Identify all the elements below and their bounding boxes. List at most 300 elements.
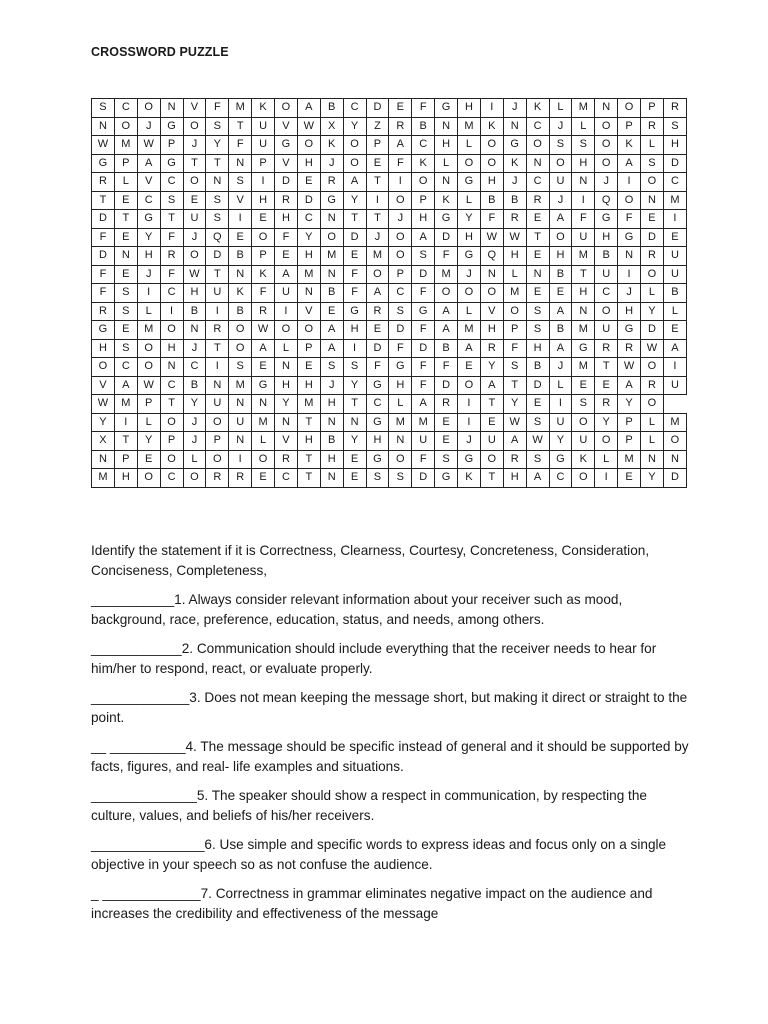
- grid-cell: H: [366, 432, 389, 451]
- grid-cell: S: [206, 210, 229, 229]
- instructions-text: Identify the statement if it is Correctness, Clearness, Courtesy, Concreteness, Consideration, Conciseness, Completeness,: [91, 543, 650, 578]
- grid-cell: L: [114, 173, 137, 192]
- grid-cell: M: [297, 395, 320, 414]
- grid-cell: O: [435, 284, 458, 303]
- grid-cell: T: [343, 395, 366, 414]
- grid-cell: H: [458, 99, 481, 118]
- grid-cell: H: [137, 247, 160, 266]
- grid-cell: P: [114, 450, 137, 469]
- grid-cell: I: [252, 173, 275, 192]
- grid-cell: T: [366, 173, 389, 192]
- grid-cell: W: [183, 265, 206, 284]
- grid-cell: N: [160, 99, 183, 118]
- grid-cell: O: [595, 136, 618, 155]
- grid-cell: O: [389, 191, 412, 210]
- grid-cell: L: [137, 413, 160, 432]
- grid-cell: P: [252, 154, 275, 173]
- grid-cell: O: [595, 117, 618, 136]
- grid-cell: S: [343, 358, 366, 377]
- grid-cell: E: [114, 191, 137, 210]
- grid-cell: P: [389, 265, 412, 284]
- grid-cell: O: [480, 284, 503, 303]
- grid-cell: M: [137, 321, 160, 340]
- grid-cell: L: [435, 154, 458, 173]
- grid-cell: O: [137, 358, 160, 377]
- grid-cell: E: [114, 228, 137, 247]
- grid-cell: O: [389, 450, 412, 469]
- grid-cell: O: [389, 247, 412, 266]
- grid-cell: X: [320, 117, 343, 136]
- grid-cell: N: [435, 173, 458, 192]
- grid-cell: O: [458, 154, 481, 173]
- grid-cell: N: [183, 321, 206, 340]
- grid-cell: H: [503, 469, 526, 488]
- grid-cell: S: [366, 469, 389, 488]
- grid-cell: V: [275, 154, 298, 173]
- grid-cell: W: [618, 358, 641, 377]
- grid-cell: A: [297, 99, 320, 118]
- grid-cell: C: [275, 469, 298, 488]
- grid-cell: O: [297, 136, 320, 155]
- grid-cell: D: [641, 321, 664, 340]
- grid-row: [92, 284, 687, 303]
- question-item-3: _____________3. Does not mean keeping the message short, but making it direct or straight to the point.: [91, 690, 688, 725]
- grid-cell: J: [458, 265, 481, 284]
- grid-cell: M: [572, 358, 595, 377]
- grid-row: [92, 154, 687, 173]
- grid-cell: F: [229, 136, 252, 155]
- grid-cell: O: [275, 99, 298, 118]
- grid-cell: I: [343, 339, 366, 358]
- grid-cell: K: [435, 191, 458, 210]
- grid-cell: R: [92, 302, 115, 321]
- grid-cell: B: [320, 99, 343, 118]
- grid-cell: N: [480, 265, 503, 284]
- grid-row: [92, 136, 687, 155]
- grid-cell: A: [412, 228, 435, 247]
- grid-cell: L: [458, 136, 481, 155]
- grid-cell: N: [252, 395, 275, 414]
- grid-cell: F: [412, 99, 435, 118]
- grid-cell: J: [183, 413, 206, 432]
- grid-cell: U: [663, 247, 686, 266]
- grid-cell: T: [526, 228, 549, 247]
- grid-cell: Z: [366, 117, 389, 136]
- grid-cell: E: [343, 450, 366, 469]
- grid-cell: G: [458, 247, 481, 266]
- grid-cell: J: [595, 173, 618, 192]
- grid-cell: R: [389, 117, 412, 136]
- grid-cell: S: [206, 117, 229, 136]
- grid-cell: M: [297, 265, 320, 284]
- grid-cell: I: [229, 450, 252, 469]
- grid-cell: P: [252, 247, 275, 266]
- grid-cell: I: [618, 265, 641, 284]
- grid-cell: S: [320, 358, 343, 377]
- grid-cell: N: [572, 173, 595, 192]
- grid-cell: K: [572, 450, 595, 469]
- grid-cell: L: [641, 136, 664, 155]
- grid-cell: O: [618, 99, 641, 118]
- question-item-6: _______________6. Use simple and specific words to express ideas and focus only on a single objective in your speech so as not confuse the audience.: [91, 837, 667, 872]
- grid-cell: S: [503, 358, 526, 377]
- grid-row: [92, 210, 687, 229]
- grid-cell: U: [252, 136, 275, 155]
- grid-cell: D: [366, 339, 389, 358]
- grid-cell: H: [275, 376, 298, 395]
- grid-cell: N: [595, 99, 618, 118]
- grid-cell: S: [526, 450, 549, 469]
- grid-cell: U: [206, 284, 229, 303]
- grid-cell: M: [458, 321, 481, 340]
- grid-cell: G: [275, 136, 298, 155]
- grid-cell: W: [92, 395, 115, 414]
- grid-cell: G: [160, 117, 183, 136]
- grid-cell: L: [458, 302, 481, 321]
- grid-cell: R: [206, 469, 229, 488]
- grid-cell: A: [252, 339, 275, 358]
- grid-cell: J: [503, 99, 526, 118]
- grid-row: [92, 99, 687, 118]
- grid-cell: C: [183, 358, 206, 377]
- grid-cell: U: [412, 432, 435, 451]
- grid-cell: O: [641, 173, 664, 192]
- grid-cell: Y: [343, 376, 366, 395]
- grid-cell: C: [160, 469, 183, 488]
- grid-cell: V: [92, 376, 115, 395]
- grid-cell: D: [366, 99, 389, 118]
- grid-cell: M: [114, 136, 137, 155]
- grid-cell: L: [183, 450, 206, 469]
- grid-cell: F: [412, 450, 435, 469]
- grid-cell: Y: [137, 228, 160, 247]
- grid-cell: F: [343, 284, 366, 303]
- grid-cell: J: [389, 210, 412, 229]
- grid-cell: D: [663, 469, 686, 488]
- grid-cell: G: [435, 99, 458, 118]
- grid-cell: N: [92, 450, 115, 469]
- grid-cell: T: [160, 395, 183, 414]
- grid-cell: M: [572, 247, 595, 266]
- grid-cell: M: [503, 284, 526, 303]
- grid-cell: B: [663, 284, 686, 303]
- grid-cell: T: [297, 469, 320, 488]
- question-item-5: ______________5. The speaker should show a respect in communication, by respecting the culture, values, and beliefs of his/her receivers.: [91, 788, 647, 823]
- grid-cell: N: [229, 265, 252, 284]
- grid-cell: A: [663, 339, 686, 358]
- grid-cell: H: [275, 210, 298, 229]
- grid-cell: Q: [480, 247, 503, 266]
- grid-cell: M: [435, 265, 458, 284]
- grid-cell: K: [618, 136, 641, 155]
- grid-cell: T: [297, 413, 320, 432]
- grid-cell: E: [458, 358, 481, 377]
- grid-cell: G: [366, 376, 389, 395]
- grid-cell: Y: [503, 395, 526, 414]
- grid-cell: H: [297, 154, 320, 173]
- grid-cell: P: [206, 432, 229, 451]
- grid-cell: O: [183, 247, 206, 266]
- grid-cell: T: [595, 358, 618, 377]
- grid-cell: F: [618, 210, 641, 229]
- grid-cell: R: [618, 339, 641, 358]
- grid-cell: Y: [549, 432, 572, 451]
- grid-cell: O: [595, 432, 618, 451]
- grid-cell: F: [160, 228, 183, 247]
- grid-cell: L: [641, 284, 664, 303]
- grid-cell: C: [595, 284, 618, 303]
- grid-cell: S: [160, 191, 183, 210]
- grid-cell: L: [641, 413, 664, 432]
- grid-cell: N: [206, 173, 229, 192]
- grid-cell: M: [618, 450, 641, 469]
- word-search-grid: [91, 98, 687, 488]
- grid-cell: S: [435, 450, 458, 469]
- grid-cell: J: [549, 191, 572, 210]
- grid-cell: B: [480, 191, 503, 210]
- grid-cell: C: [663, 173, 686, 192]
- grid-cell: R: [275, 191, 298, 210]
- grid-cell: B: [320, 284, 343, 303]
- grid-cell: H: [595, 228, 618, 247]
- grid-cell: A: [320, 321, 343, 340]
- grid-cell: E: [595, 376, 618, 395]
- grid-cell: I: [366, 191, 389, 210]
- grid-cell: L: [275, 339, 298, 358]
- grid-cell: H: [458, 228, 481, 247]
- grid-cell: I: [229, 210, 252, 229]
- grid-cell: O: [503, 302, 526, 321]
- grid-cell: D: [92, 247, 115, 266]
- grid-cell: O: [641, 265, 664, 284]
- grid-cell: R: [595, 339, 618, 358]
- grid-cell: E: [343, 469, 366, 488]
- grid-cell: O: [641, 395, 664, 414]
- grid-cell: L: [137, 302, 160, 321]
- grid-cell: N: [663, 450, 686, 469]
- grid-cell: S: [389, 302, 412, 321]
- grid-cell: O: [595, 154, 618, 173]
- grid-cell: O: [183, 117, 206, 136]
- grid-cell: I: [389, 173, 412, 192]
- grid-cell: S: [526, 302, 549, 321]
- question-item-7: _ _____________7. Correctness in grammar eliminates negative impact on the audience and increases the credibility and effectiveness of the message: [91, 886, 653, 921]
- grid-cell: P: [618, 432, 641, 451]
- grid-cell: N: [275, 413, 298, 432]
- grid-cell: T: [297, 450, 320, 469]
- grid-cell: U: [663, 376, 686, 395]
- grid-cell: F: [275, 228, 298, 247]
- grid-cell: F: [366, 358, 389, 377]
- grid-cell: E: [320, 302, 343, 321]
- grid-cell: J: [366, 228, 389, 247]
- grid-cell: D: [275, 173, 298, 192]
- grid-cell: T: [114, 210, 137, 229]
- grid-cell: A: [549, 210, 572, 229]
- grid-cell: U: [663, 265, 686, 284]
- grid-cell: A: [435, 321, 458, 340]
- grid-cell: M: [458, 117, 481, 136]
- grid-row: [92, 395, 687, 414]
- grid-cell: O: [206, 450, 229, 469]
- grid-cell: N: [114, 247, 137, 266]
- grid-cell: E: [663, 321, 686, 340]
- grid-cell: C: [297, 210, 320, 229]
- grid-cell: R: [320, 173, 343, 192]
- grid-cell: R: [641, 117, 664, 136]
- grid-cell: U: [572, 432, 595, 451]
- grid-row: [92, 265, 687, 284]
- grid-cell: E: [366, 321, 389, 340]
- grid-cell: R: [641, 376, 664, 395]
- grid-cell: O: [572, 413, 595, 432]
- grid-cell: W: [503, 413, 526, 432]
- grid-cell: H: [320, 395, 343, 414]
- grid-cell: D: [389, 321, 412, 340]
- grid-cell: E: [618, 469, 641, 488]
- grid-cell: O: [229, 339, 252, 358]
- grid-cell: O: [252, 450, 275, 469]
- grid-row: [92, 191, 687, 210]
- grid-cell: L: [663, 302, 686, 321]
- grid-cell: H: [412, 210, 435, 229]
- grid-cell: W: [503, 228, 526, 247]
- grid-cell: E: [252, 469, 275, 488]
- grid-cell: M: [252, 413, 275, 432]
- grid-cell: N: [320, 413, 343, 432]
- grid-cell: R: [160, 247, 183, 266]
- grid-cell: Y: [641, 302, 664, 321]
- grid-cell: H: [572, 154, 595, 173]
- grid-cell: D: [412, 469, 435, 488]
- grid-cell: J: [549, 117, 572, 136]
- grid-cell: L: [641, 432, 664, 451]
- grid-cell: O: [160, 321, 183, 340]
- grid-cell: O: [275, 321, 298, 340]
- grid-cell: Y: [343, 117, 366, 136]
- grid-cell: S: [526, 321, 549, 340]
- grid-cell: D: [641, 228, 664, 247]
- grid-cell: J: [183, 339, 206, 358]
- grid-cell: O: [458, 284, 481, 303]
- grid-cell: V: [137, 173, 160, 192]
- grid-cell: K: [229, 284, 252, 303]
- grid-row: [92, 117, 687, 136]
- grid-cell: Y: [343, 191, 366, 210]
- grid-cell: A: [503, 432, 526, 451]
- grid-cell: P: [297, 339, 320, 358]
- grid-cell: S: [641, 154, 664, 173]
- grid-cell: A: [618, 154, 641, 173]
- grid-cell: B: [549, 321, 572, 340]
- grid-cell: E: [526, 284, 549, 303]
- page-title: CROSSWORD PUZZLE: [91, 45, 229, 59]
- grid-cell: O: [160, 450, 183, 469]
- grid-cell: A: [618, 376, 641, 395]
- grid-cell: P: [641, 99, 664, 118]
- grid-cell: O: [526, 136, 549, 155]
- question-item-1: ___________1. Always consider relevant information about your receiver such as mood, background, race, preference, education, status, and needs, among others.: [91, 592, 623, 627]
- grid-cell: S: [549, 136, 572, 155]
- grid-cell: O: [206, 413, 229, 432]
- grid-cell: O: [343, 136, 366, 155]
- grid-cell: G: [92, 321, 115, 340]
- grid-cell: H: [663, 136, 686, 155]
- grid-cell: G: [366, 413, 389, 432]
- grid-cell: H: [435, 136, 458, 155]
- grid-cell: R: [435, 395, 458, 414]
- grid-cell: Y: [618, 395, 641, 414]
- grid-cell: U: [595, 265, 618, 284]
- grid-cell: M: [320, 247, 343, 266]
- grid-cell: U: [480, 432, 503, 451]
- grid-cell: I: [206, 302, 229, 321]
- grid-cell: I: [618, 173, 641, 192]
- grid-cell: F: [435, 247, 458, 266]
- grid-cell: H: [160, 339, 183, 358]
- grid-cell: P: [503, 321, 526, 340]
- grid-cell: S: [412, 247, 435, 266]
- grid-cell: K: [320, 136, 343, 155]
- grid-cell: T: [480, 395, 503, 414]
- grid-cell: W: [252, 321, 275, 340]
- grid-cell: H: [480, 173, 503, 192]
- grid-cell: U: [206, 395, 229, 414]
- grid-cell: O: [343, 154, 366, 173]
- grid-cell: W: [92, 136, 115, 155]
- grid-cell: K: [252, 99, 275, 118]
- grid-cell: B: [526, 358, 549, 377]
- grid-cell: O: [389, 228, 412, 247]
- grid-cell: E: [549, 284, 572, 303]
- grid-cell: L: [572, 117, 595, 136]
- grid-cell: X: [92, 432, 115, 451]
- grid-cell: P: [618, 117, 641, 136]
- grid-cell: O: [549, 154, 572, 173]
- grid-cell: E: [480, 413, 503, 432]
- grid-cell: O: [480, 450, 503, 469]
- grid-cell: N: [618, 247, 641, 266]
- grid-cell: I: [480, 99, 503, 118]
- grid-cell: U: [549, 413, 572, 432]
- grid-cell: G: [572, 339, 595, 358]
- grid-cell: H: [572, 284, 595, 303]
- grid-cell: E: [435, 432, 458, 451]
- grid-cell: A: [343, 173, 366, 192]
- grid-cell: J: [137, 265, 160, 284]
- grid-cell: L: [549, 376, 572, 395]
- grid-cell: J: [183, 432, 206, 451]
- grid-row: [92, 376, 687, 395]
- grid-cell: I: [137, 284, 160, 303]
- grid-cell: K: [458, 469, 481, 488]
- question-list: [91, 590, 691, 933]
- grid-cell: D: [435, 376, 458, 395]
- grid-cell: H: [114, 469, 137, 488]
- grid-cell: K: [526, 99, 549, 118]
- grid-cell: C: [160, 173, 183, 192]
- grid-cell: T: [343, 210, 366, 229]
- grid-cell: S: [572, 136, 595, 155]
- grid-cell: R: [366, 302, 389, 321]
- grid-cell: G: [320, 191, 343, 210]
- grid-cell: Y: [343, 432, 366, 451]
- grid-cell: N: [320, 265, 343, 284]
- grid-cell: C: [389, 284, 412, 303]
- grid-cell: N: [526, 154, 549, 173]
- grid-cell: R: [641, 247, 664, 266]
- grid-cell: E: [526, 395, 549, 414]
